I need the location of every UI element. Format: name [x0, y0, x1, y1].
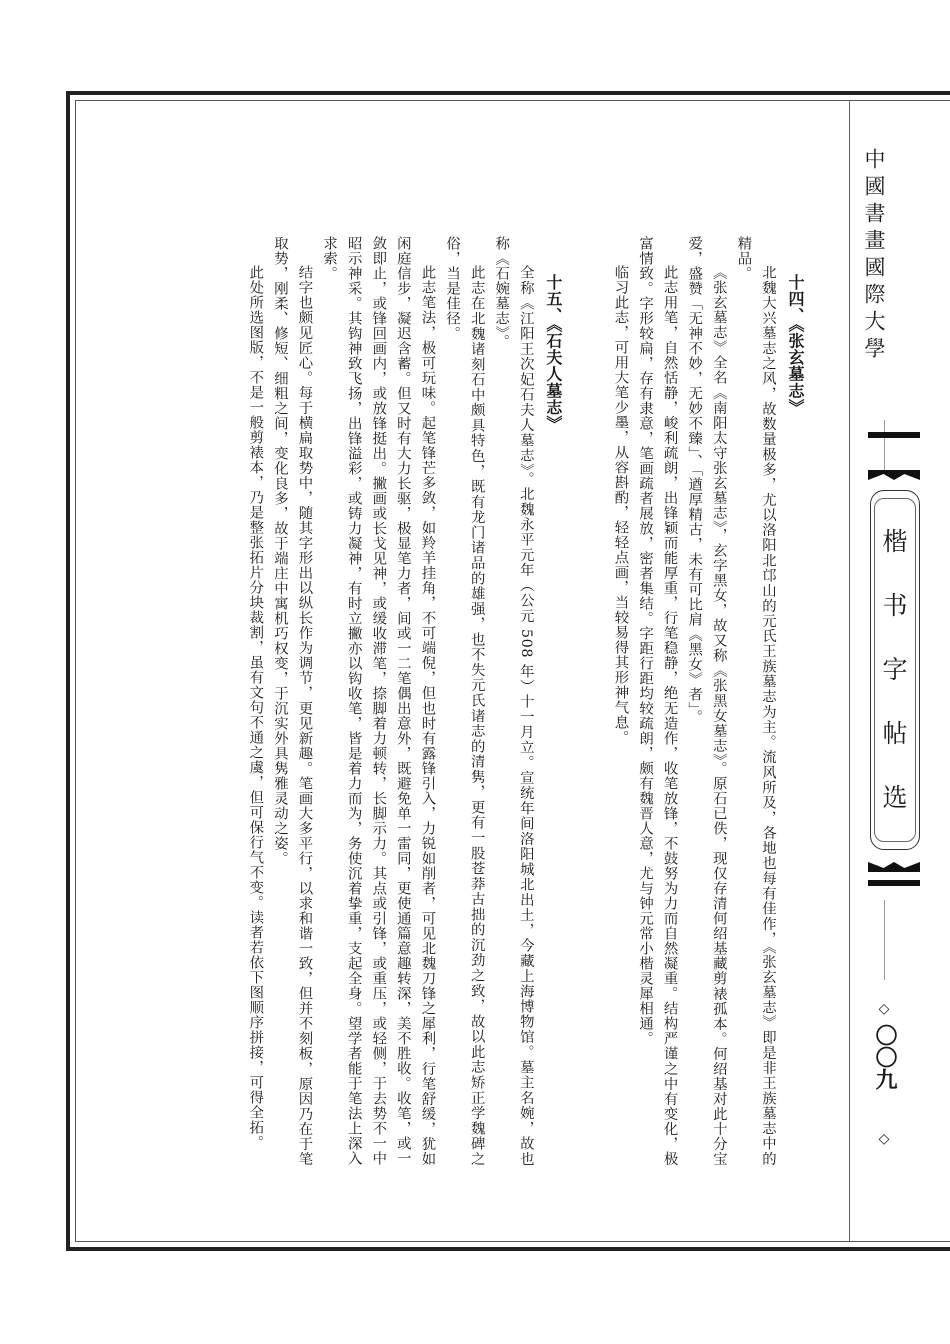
label-bottom-cap [868, 880, 920, 886]
paragraph: 结字也颇见匠心。每于横扁取势中，随其字形出以纵长作为调节，更见新趣。笔画大多平行，以求和谐一致，但并不刻板，原因乃在于笔取势，刚柔、修短、细粗之间，变化良多，故于端庄中寓机巧权变，于沉实外具隽雅灵动之姿。 [271, 236, 313, 1166]
page-number-ornament: ◇ [878, 1131, 890, 1147]
book-label-char: 书 [882, 591, 908, 620]
sidebar-divider [849, 100, 850, 1242]
article-body [170, 236, 810, 1166]
sidebar-connector-line [884, 900, 885, 980]
label-top-cap [868, 432, 920, 438]
page-number: 〇〇九 [872, 1024, 898, 1090]
paragraph: 此处所选图版，不是一般剪裱本，乃是整张拓片分块裁割，虽有文句不通之虞，但可保行气不变。读者若依下图顺序拼接，可得全拓。 [247, 264, 264, 1150]
book-label [874, 520, 916, 820]
paragraph: 北魏大兴墓志之风，故数量极多，尤以洛阳北邙山的元氏王族墓志为主。流风所及，各地也每有佳作，《张玄墓志》即是非王族墓志中的精品。 [735, 236, 776, 1166]
paragraph: 临习此志，可用大笔少墨，从容斟酌，轻轻点画，当较易得其形神气息。 [612, 264, 629, 745]
sidebar-connector-line [884, 420, 885, 470]
section-heading: 十四、《张玄墓志》 [786, 274, 805, 416]
paragraph: 此志用笔，自然恬静，峻利疏朗，出锋颖而能厚重，行笔稳静，绝无造作，收笔放锋，不鼓努为力而自然凝重。结构严谨之中有变化，极富情致。字形较扁，存有隶意，笔画疏者展放，密者集结。字距行距均较疏朗，颇有魏晋人意，尤与钟元常小楷灵犀相通。 [637, 236, 678, 1166]
paragraph: 此志在北魏诸刻石中颇具特色，既有龙门诸品的雄强，也不失元氏诸志的清隽，更有一股苍莽古拙的沉劲之致，故以此志矫正学魏碑之俗，当是佳径。 [444, 236, 485, 1166]
book-label-char: 字 [882, 655, 908, 684]
section-heading: 十五、《石夫人墓志》 [543, 274, 563, 433]
section-spacer [568, 236, 608, 1166]
book-label-char: 选 [882, 783, 908, 812]
page-number-ornament: ◇ [878, 1001, 890, 1017]
book-label-char: 帖 [882, 719, 908, 748]
book-label-char: 楷 [882, 527, 908, 556]
paragraph: 全称《江阳王次妃石夫人墓志》。北魏永平元年（公元 508 年）十一月立。宣统年间洛阳城北出土，今藏上海博物馆。墓主名婉，故也称《石婉墓志》。 [493, 236, 534, 1166]
paragraph: 此志笔法，极可玩味。起笔锋芒多敛，如羚羊挂角，不可端倪，但也时有露锋引入，力锐如削者，可见北魏刀锋之犀利，行笔舒缓，犹如闲庭信步，凝迟含蓄。但又时有大力长驱，极显笔力者，间或一二笔偶出意外，既避免单一雷同，更使通篇意趣转深，美不胜收。收笔，或一敛即止，或锋回画内，或放锋挺出。撇画或长戈见神，或缓收滞笔，捺脚着力顿转，长脚示力。其点或引锋，或重压，或轻侧，于去势不一中昭示神采。其钩神致飞扬，出锋溢彩，或铸力凝神，有时立撇亦以钩收笔，皆是着力而为，务使沉着挚重，支起全身。望学者能于笔法上深入求索。 [321, 236, 436, 1166]
series-title: 中國書畫國際大學 [862, 148, 886, 364]
paragraph: 《张玄墓志》全名《南阳太守张玄墓志》，玄字黑女，故又称《张黑女墓志》。原石已佚，现仅存清何绍基藏剪裱孤本。何绍基对此十分宝爱，盛赞「无神不妙，无妙不臻」、「遒厚精古，未有可比肩《黑女》者」。 [686, 236, 727, 1166]
